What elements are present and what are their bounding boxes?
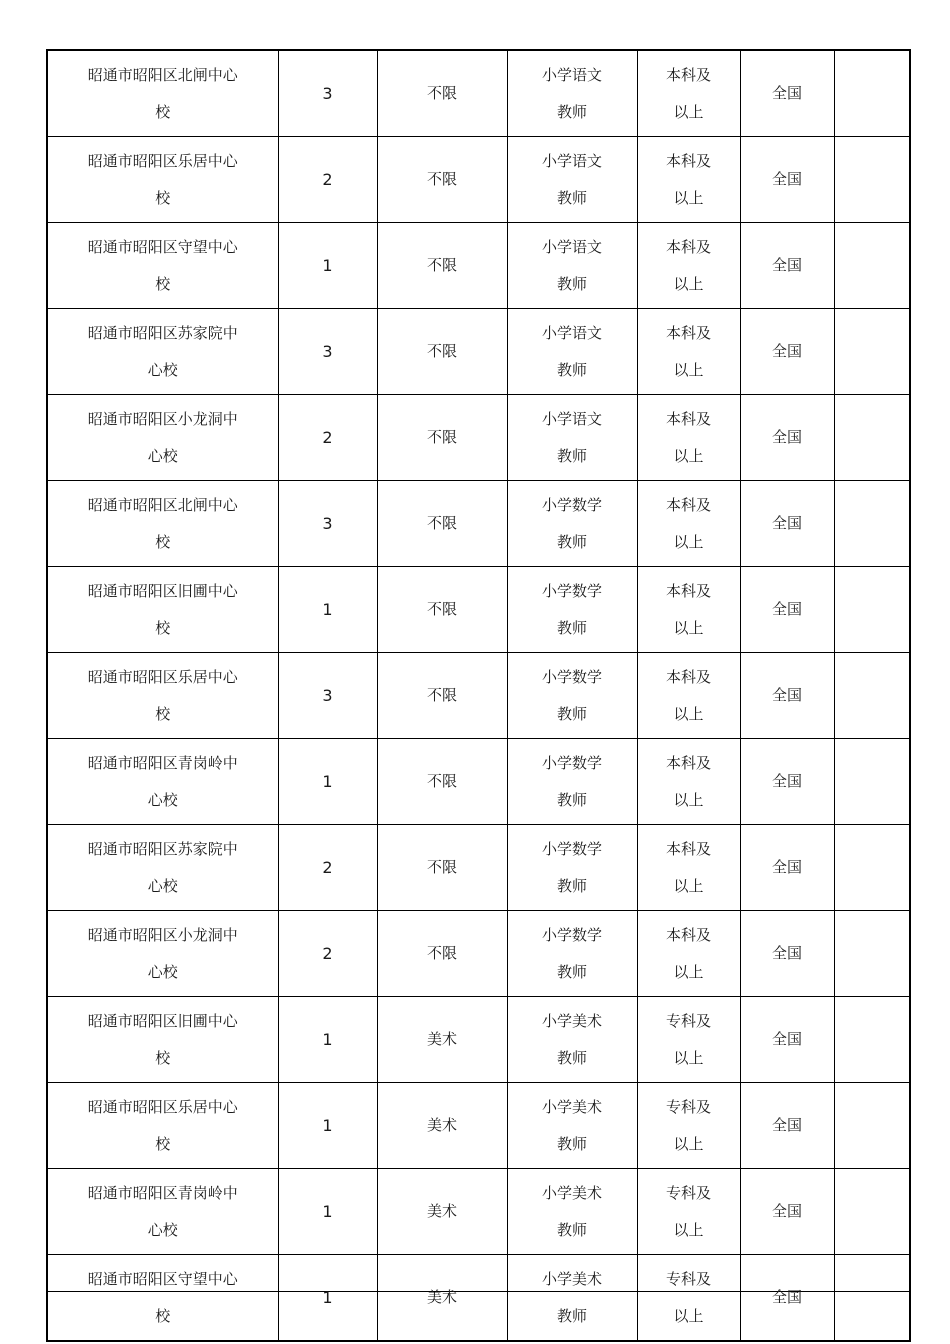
headcount-cell: 1 [278, 997, 377, 1083]
note-cell [834, 1169, 910, 1255]
post-line1: 小学语文 [541, 409, 602, 428]
post-line1: 小学语文 [541, 323, 602, 342]
education-cell [637, 911, 740, 997]
education-cell [637, 223, 740, 309]
education-line1: 专科及 [665, 1097, 711, 1116]
education-cell [637, 1255, 740, 1342]
education-cell [637, 1083, 740, 1169]
post-cell [507, 50, 637, 137]
school-cell [47, 395, 278, 481]
major-cell: 不限 [377, 50, 507, 137]
post-line1: 小学美术 [541, 1011, 602, 1030]
post-line2: 教师 [556, 274, 587, 293]
post-cell [507, 137, 637, 223]
school-name-line2: 心校 [147, 1220, 178, 1239]
education-line2: 以上 [673, 790, 704, 809]
school-name-line1: 昭通市昭阳区乐居中心 [87, 1097, 238, 1116]
note-cell [834, 825, 910, 911]
education-line2: 以上 [673, 962, 704, 981]
headcount-cell: 1 [278, 223, 377, 309]
headcount-cell: 3 [278, 481, 377, 567]
scope-cell: 全国 [740, 567, 834, 653]
school-name-line1: 昭通市昭阳区苏家院中 [87, 839, 238, 858]
major-cell: 美术 [377, 1083, 507, 1169]
education-line1: 本科及 [665, 667, 711, 686]
table-body [47, 50, 910, 1341]
education-line1: 本科及 [665, 65, 711, 84]
headcount-cell: 3 [278, 309, 377, 395]
post-cell [507, 1169, 637, 1255]
table-row [47, 309, 910, 395]
post-line2: 教师 [556, 446, 587, 465]
post-line2: 教师 [556, 188, 587, 207]
education-line2: 以上 [673, 188, 704, 207]
post-cell [507, 739, 637, 825]
post-line2: 教师 [556, 360, 587, 379]
major-cell: 美术 [377, 997, 507, 1083]
education-line2: 以上 [673, 1134, 704, 1153]
post-line1: 小学语文 [541, 237, 602, 256]
table-row [47, 567, 910, 653]
education-line1: 本科及 [665, 581, 711, 600]
headcount-cell: 1 [278, 1255, 377, 1342]
post-cell [507, 1083, 637, 1169]
school-cell [47, 825, 278, 911]
major-cell: 不限 [377, 567, 507, 653]
note-cell [834, 1255, 910, 1342]
post-cell [507, 997, 637, 1083]
school-cell [47, 1255, 278, 1342]
table-row [47, 1169, 910, 1255]
post-cell [507, 223, 637, 309]
education-cell [637, 137, 740, 223]
education-cell [637, 309, 740, 395]
school-name-line2: 校 [155, 704, 171, 723]
post-line1: 小学美术 [541, 1183, 602, 1202]
scope-cell: 全国 [740, 1083, 834, 1169]
table-row [47, 1083, 910, 1169]
scope-cell: 全国 [740, 911, 834, 997]
table-row [47, 395, 910, 481]
major-cell: 不限 [377, 739, 507, 825]
school-name-line2: 心校 [147, 360, 178, 379]
table-row [47, 481, 910, 567]
school-name-line2: 校 [155, 532, 171, 551]
scope-cell: 全国 [740, 825, 834, 911]
school-cell [47, 997, 278, 1083]
major-cell: 美术 [377, 1169, 507, 1255]
education-line1: 本科及 [665, 839, 711, 858]
school-name-line2: 校 [155, 274, 171, 293]
major-cell: 不限 [377, 137, 507, 223]
major-cell: 不限 [377, 481, 507, 567]
recruitment-table-container [46, 49, 909, 1325]
school-cell [47, 1083, 278, 1169]
table-row [47, 50, 910, 137]
school-cell [47, 567, 278, 653]
scope-cell: 全国 [740, 653, 834, 739]
table-row [47, 223, 910, 309]
post-line1: 小学数学 [541, 753, 602, 772]
education-cell [637, 1169, 740, 1255]
school-name-line1: 昭通市昭阳区小龙洞中 [87, 409, 238, 428]
scope-cell: 全国 [740, 481, 834, 567]
education-cell [637, 997, 740, 1083]
scope-cell: 全国 [740, 309, 834, 395]
note-cell [834, 653, 910, 739]
scope-cell: 全国 [740, 997, 834, 1083]
scope-cell: 全国 [740, 137, 834, 223]
education-line2: 以上 [673, 360, 704, 379]
school-name-line1: 昭通市昭阳区乐居中心 [87, 151, 238, 170]
education-line1: 专科及 [665, 1269, 711, 1288]
major-cell: 美术 [377, 1255, 507, 1342]
education-line2: 以上 [673, 274, 704, 293]
headcount-cell: 1 [278, 1083, 377, 1169]
headcount-cell: 1 [278, 739, 377, 825]
major-cell: 不限 [377, 395, 507, 481]
education-cell [637, 395, 740, 481]
post-cell [507, 567, 637, 653]
note-cell [834, 911, 910, 997]
post-line2: 教师 [556, 1048, 587, 1067]
school-name-line1: 昭通市昭阳区青岗岭中 [87, 1183, 238, 1202]
post-cell [507, 309, 637, 395]
post-cell [507, 911, 637, 997]
school-cell [47, 481, 278, 567]
note-cell [834, 137, 910, 223]
post-line1: 小学美术 [541, 1269, 602, 1288]
post-line1: 小学语文 [541, 151, 602, 170]
post-cell [507, 395, 637, 481]
education-cell [637, 739, 740, 825]
school-name-line2: 心校 [147, 790, 178, 809]
major-cell: 不限 [377, 825, 507, 911]
headcount-cell: 1 [278, 1169, 377, 1255]
post-line1: 小学数学 [541, 839, 602, 858]
scope-cell: 全国 [740, 223, 834, 309]
note-cell [834, 739, 910, 825]
education-line2: 以上 [673, 704, 704, 723]
post-line2: 教师 [556, 1220, 587, 1239]
school-cell [47, 653, 278, 739]
post-line1: 小学数学 [541, 581, 602, 600]
education-cell [637, 825, 740, 911]
post-line1: 小学数学 [541, 495, 602, 514]
school-name-line1: 昭通市昭阳区北闸中心 [87, 495, 238, 514]
school-name-line2: 心校 [147, 962, 178, 981]
post-line2: 教师 [556, 962, 587, 981]
education-line1: 本科及 [665, 323, 711, 342]
education-line2: 以上 [673, 1306, 704, 1325]
education-line2: 以上 [673, 446, 704, 465]
post-line2: 教师 [556, 876, 587, 895]
table-row [47, 739, 910, 825]
education-line2: 以上 [673, 1048, 704, 1067]
post-line2: 教师 [556, 1306, 587, 1325]
school-name-line2: 校 [155, 618, 171, 637]
education-line2: 以上 [673, 618, 704, 637]
note-cell [834, 50, 910, 137]
school-cell [47, 50, 278, 137]
post-line2: 教师 [556, 618, 587, 637]
school-cell [47, 137, 278, 223]
scope-cell: 全国 [740, 1255, 834, 1342]
post-cell [507, 825, 637, 911]
education-cell [637, 50, 740, 137]
table-row [47, 825, 910, 911]
table-row [47, 911, 910, 997]
note-cell [834, 309, 910, 395]
note-cell [834, 481, 910, 567]
headcount-cell: 2 [278, 825, 377, 911]
note-cell [834, 997, 910, 1083]
education-line2: 以上 [673, 532, 704, 551]
table-row [47, 997, 910, 1083]
post-cell [507, 1255, 637, 1342]
note-cell [834, 223, 910, 309]
education-line1: 本科及 [665, 151, 711, 170]
note-cell [834, 395, 910, 481]
table-row [47, 137, 910, 223]
headcount-cell: 2 [278, 395, 377, 481]
education-line1: 本科及 [665, 753, 711, 772]
education-line2: 以上 [673, 102, 704, 121]
post-line2: 教师 [556, 1134, 587, 1153]
education-cell [637, 567, 740, 653]
scope-cell: 全国 [740, 1169, 834, 1255]
post-line2: 教师 [556, 532, 587, 551]
headcount-cell: 2 [278, 911, 377, 997]
school-cell [47, 911, 278, 997]
school-cell [47, 739, 278, 825]
post-line2: 教师 [556, 102, 587, 121]
post-line1: 小学数学 [541, 925, 602, 944]
note-cell [834, 1083, 910, 1169]
post-line2: 教师 [556, 790, 587, 809]
education-line1: 本科及 [665, 409, 711, 428]
education-line2: 以上 [673, 1220, 704, 1239]
headcount-cell: 1 [278, 567, 377, 653]
major-cell: 不限 [377, 653, 507, 739]
post-line1: 小学语文 [541, 65, 602, 84]
school-name-line1: 昭通市昭阳区北闸中心 [87, 65, 238, 84]
scope-cell: 全国 [740, 739, 834, 825]
school-name-line1: 昭通市昭阳区小龙洞中 [87, 925, 238, 944]
school-name-line1: 昭通市昭阳区守望中心 [87, 1269, 238, 1288]
headcount-cell: 3 [278, 653, 377, 739]
post-cell [507, 653, 637, 739]
major-cell: 不限 [377, 911, 507, 997]
education-line1: 本科及 [665, 925, 711, 944]
school-name-line2: 校 [155, 1134, 171, 1153]
scope-cell: 全国 [740, 395, 834, 481]
major-cell: 不限 [377, 309, 507, 395]
school-name-line2: 校 [155, 1306, 171, 1325]
school-name-line1: 昭通市昭阳区旧圃中心 [87, 1011, 238, 1030]
post-line1: 小学美术 [541, 1097, 602, 1116]
education-line2: 以上 [673, 876, 704, 895]
school-name-line2: 校 [155, 1048, 171, 1067]
education-line1: 专科及 [665, 1183, 711, 1202]
major-cell: 不限 [377, 223, 507, 309]
table-row [47, 653, 910, 739]
school-name-line1: 昭通市昭阳区青岗岭中 [87, 753, 238, 772]
education-cell [637, 653, 740, 739]
school-name-line1: 昭通市昭阳区守望中心 [87, 237, 238, 256]
school-name-line1: 昭通市昭阳区苏家院中 [87, 323, 238, 342]
education-line1: 本科及 [665, 237, 711, 256]
headcount-cell: 3 [278, 50, 377, 137]
school-cell [47, 223, 278, 309]
school-name-line2: 校 [155, 188, 171, 207]
table-row [47, 1255, 910, 1342]
post-line2: 教师 [556, 704, 587, 723]
education-cell [637, 481, 740, 567]
school-name-line2: 心校 [147, 446, 178, 465]
scope-cell: 全国 [740, 50, 834, 137]
school-name-line2: 校 [155, 102, 171, 121]
school-cell [47, 1169, 278, 1255]
education-line1: 本科及 [665, 495, 711, 514]
headcount-cell: 2 [278, 137, 377, 223]
post-cell [507, 481, 637, 567]
school-cell [47, 309, 278, 395]
school-name-line1: 昭通市昭阳区旧圃中心 [87, 581, 238, 600]
recruitment-table [46, 49, 911, 1342]
school-name-line2: 心校 [147, 876, 178, 895]
note-cell [834, 567, 910, 653]
post-line1: 小学数学 [541, 667, 602, 686]
education-line1: 专科及 [665, 1011, 711, 1030]
school-name-line1: 昭通市昭阳区乐居中心 [87, 667, 238, 686]
